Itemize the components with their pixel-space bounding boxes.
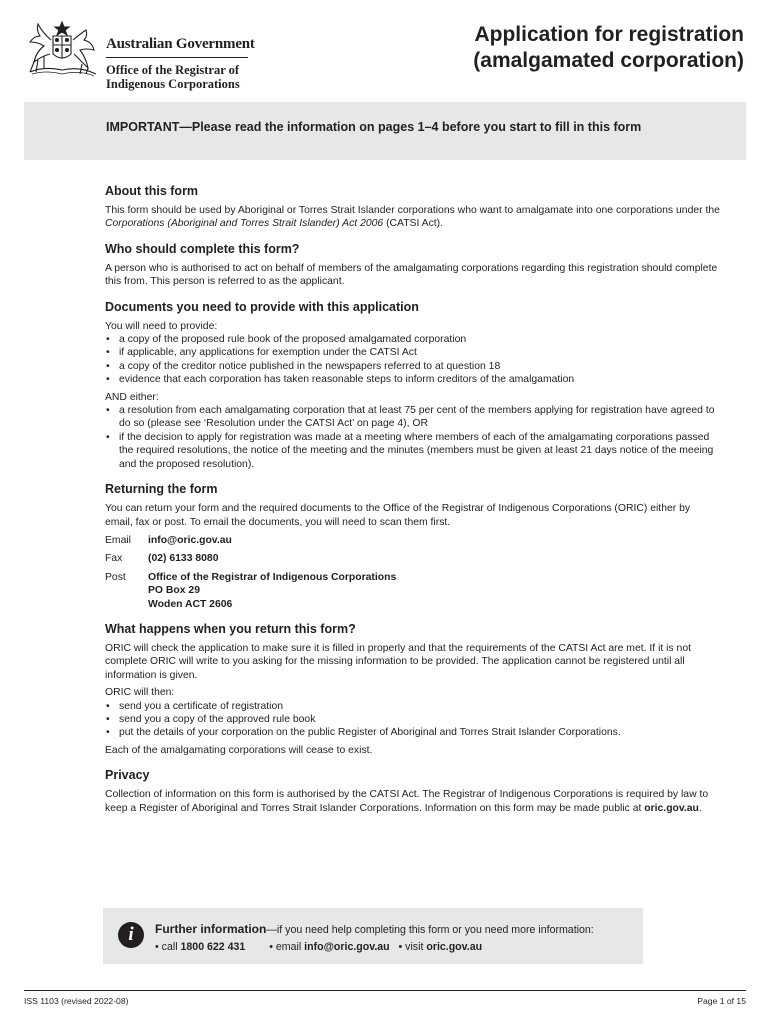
about-text-after: (CATSI Act). <box>383 218 444 230</box>
further-information-box <box>103 908 643 964</box>
what-happens-text: ORIC will check the application to make sure it is filled in properly and that the requirements of the CATSI Act are met. If it is not complete ORIC will write to you asking for the missing information to be provided. The application cannot be registered until all information is given. <box>105 642 691 681</box>
call-label: call <box>161 941 181 953</box>
phone-number: 1800 622 431 <box>180 941 246 953</box>
about-section <box>105 184 720 231</box>
list-item: • a copy of the proposed rule book of the proposed amalgamated corporation <box>105 333 720 346</box>
privacy-section <box>105 768 720 815</box>
important-banner <box>24 102 746 160</box>
documents-intro: You will need to provide: <box>105 320 218 332</box>
list-item: • if applicable, any applications for exemption under the CATSI Act <box>105 346 720 359</box>
further-info-contacts <box>155 941 482 953</box>
list-item: • send you a copy of the approved rule book <box>105 713 720 726</box>
form-title-line-2: (amalgamated corporation) <box>473 49 744 72</box>
fax-number: (02) 6133 8080 <box>148 553 219 565</box>
what-happens-section <box>105 622 720 757</box>
oric-will-then: ORIC will then: <box>105 687 175 699</box>
returning-section <box>105 482 720 611</box>
page-number: Page 1 of 15 <box>697 996 746 1006</box>
about-text <box>105 204 720 231</box>
documents-heading: Documents you need to provide with this application <box>105 299 419 314</box>
further-info-heading: Further information <box>155 922 267 936</box>
important-text: IMPORTANT—Please read the information on pages 1–4 before you start to fill in this form <box>106 120 642 134</box>
who-section <box>105 242 720 289</box>
email-row <box>105 534 720 547</box>
cease-text: Each of the amalgamating corporations will cease to exist. <box>105 744 373 756</box>
bullet: • <box>155 941 159 953</box>
office-name-line-1: Office of the Registrar of <box>106 63 240 77</box>
privacy-text <box>105 788 720 815</box>
list-item: • a copy of the creditor notice published in the newspapers referred to at question 18 <box>105 360 720 373</box>
post-address-line-1: Office of the Registrar of Indigenous Corporations <box>148 571 397 583</box>
government-logo-text <box>106 36 255 91</box>
office-name-line-2: Indigenous Corporations <box>106 77 240 91</box>
about-heading: About this form <box>105 184 199 198</box>
privacy-text-after: . <box>698 802 702 814</box>
list-item: • if the decision to apply for registration was made at a meeting where members of each of the amalgamating corporations passed the required resolutions, the notice of the meeting and the minutes (members must be given at least 21 days notice of the meeing and the proposed resolution). <box>105 431 720 471</box>
bullet: • <box>398 941 403 953</box>
privacy-text-before: Collection of information on this form is authorised by the CATSI Act. The Registrar of Indigenous Corporations is required by law to keep a Register of Aboriginal and Torres Strait Islander Corporations. Information on this form may be made public at <box>105 789 709 814</box>
about-text-before: This form should be used by Aboriginal or Torres Strait Islander corporations who want to amalgamate into one corporations under the <box>105 205 720 216</box>
footer-divider <box>24 990 746 991</box>
returning-text: You can return your form and the required documents to the Office of the Registrar of Indigenous Corporations (ORIC) either by email, fax or post. To email the documents, you will need to scan them first. <box>105 503 691 528</box>
post-address-line-2: PO Box 29 <box>148 585 200 597</box>
visit-label: visit <box>405 941 427 953</box>
privacy-heading: Privacy <box>105 768 150 783</box>
post-address <box>148 571 396 611</box>
what-happens-heading: What happens when you return this form? <box>105 621 356 636</box>
list-item: • evidence that each corporation has taken reasonable steps to inform creditors of the amalgamation <box>105 373 720 386</box>
bullet: • <box>269 941 273 953</box>
form-title-line-1: Application for registration <box>474 23 744 46</box>
act-name: Corporations (Aboriginal and Torres Strait Islander) Act 2006 <box>105 218 384 230</box>
further-email-link[interactable]: info@oric.gov.au <box>304 941 390 953</box>
documents-section <box>105 300 720 471</box>
who-heading: Who should complete this form? <box>105 241 300 256</box>
either-list <box>105 404 720 471</box>
form-content <box>105 184 720 826</box>
list-item: • a resolution from each amalgamating corporation that at least 75 per cent of the members applying for registration have agreed to do so (please see ‘Resolution under the CATSI Act’ on page 4), OR <box>105 404 720 431</box>
who-text: A person who is authorised to act on behalf of members of the amalgamating corporations regarding this registration should complete this from. This person is referred to as the applicant. <box>105 262 718 288</box>
website-link[interactable]: oric.gov.au <box>426 941 483 953</box>
government-name: Australian Government <box>106 36 248 58</box>
fax-row <box>105 552 720 565</box>
list-item: • put the details of your corporation on the public Register of Aboriginal and Torres Strait Islander Corporations. <box>105 726 720 739</box>
form-code: ISS 1103 (revised 2022-08) <box>24 996 129 1006</box>
oric-actions-list <box>105 700 720 740</box>
email-link[interactable]: info@oric.gov.au <box>148 534 232 546</box>
email-label: Email <box>105 534 131 546</box>
post-address-line-3: Woden ACT 2606 <box>148 598 233 610</box>
post-label: Post <box>105 571 126 583</box>
coat-of-arms-icon <box>24 20 100 78</box>
fax-label: Fax <box>105 553 123 565</box>
list-item: • send you a certificate of registration <box>105 700 720 713</box>
documents-list <box>105 333 720 387</box>
further-info-line <box>155 922 594 936</box>
and-either-text: AND either: <box>105 391 159 403</box>
privacy-website-link[interactable]: oric.gov.au <box>644 802 699 814</box>
email-label: email <box>275 941 305 953</box>
info-icon: i <box>118 922 144 948</box>
returning-heading: Returning the form <box>105 482 218 497</box>
further-info-text: —if you need help completing this form or you need more information: <box>266 924 594 936</box>
form-title <box>473 22 744 74</box>
post-row <box>105 571 720 611</box>
